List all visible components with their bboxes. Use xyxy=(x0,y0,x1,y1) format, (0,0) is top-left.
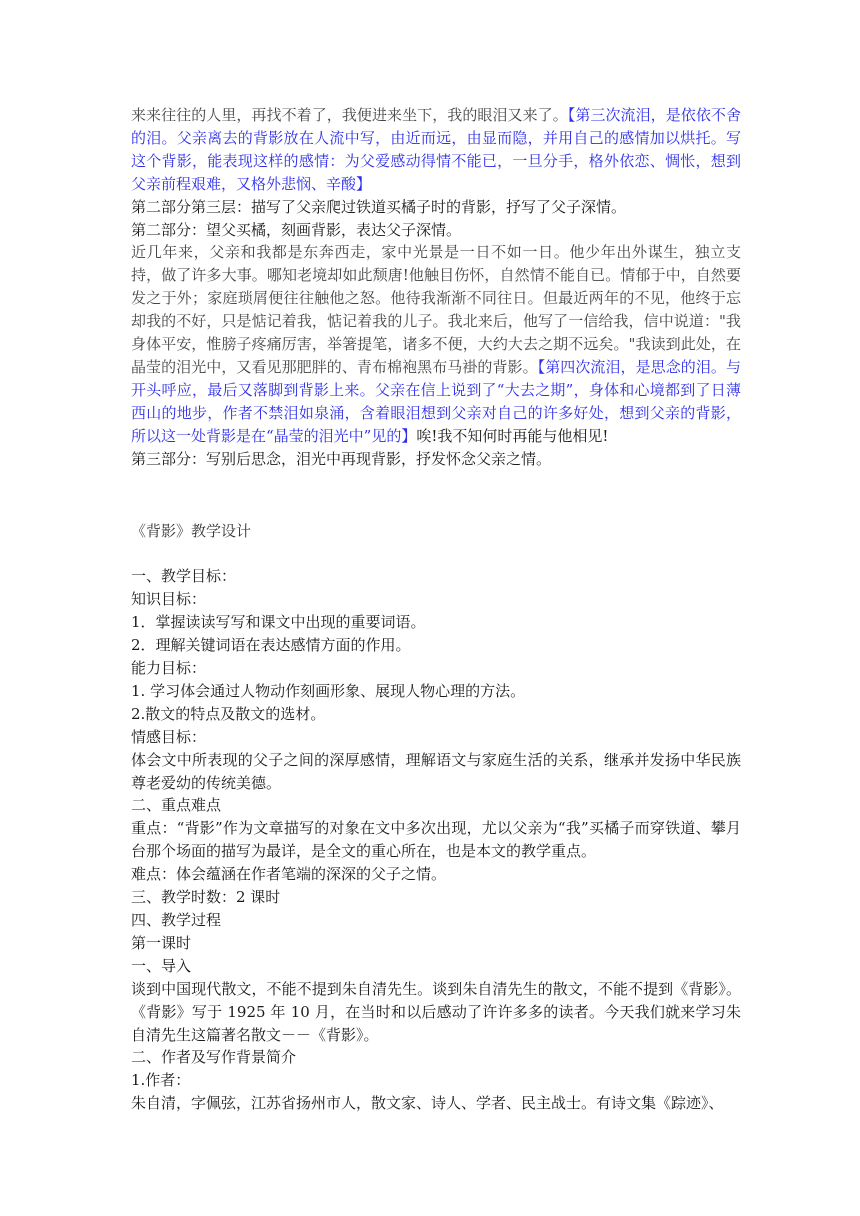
spacer xyxy=(131,471,741,520)
content-line: 能力目标： xyxy=(131,659,207,678)
content-line: 第一课时 xyxy=(131,933,192,952)
paragraph-fourth-tears xyxy=(131,241,741,447)
spacer xyxy=(131,542,741,565)
content-line: 2.散文的特点及散文的选材。 xyxy=(131,704,326,723)
document-page xyxy=(131,104,741,1115)
document-title: 《背影》教学设计 xyxy=(131,521,252,540)
content-line: 重点：“背影”作为文章描写的对象在文中多次出现，尤以父亲为“我”买橘子而穿铁道、攀月台那个场面的描写为最详，是全文的重心所在，也是本文的教学重点。 xyxy=(131,819,741,861)
content-line: 知识目标： xyxy=(131,590,207,609)
content-line: 朱自清，字佩弦，江苏省扬州市人，散文家、诗人、学者、民主战士。有诗文集《踪迹》、 xyxy=(131,1094,724,1113)
content-line: 体会文中所表现的父子之间的深厚感情，理解语文与家庭生活的关系，继承并发扬中华民族尊老爱幼的传统美德。 xyxy=(131,750,741,792)
annotation-note: 【第四次流泪，是思念的泪。与开头呼应，最后又落脚到背影上来。父亲在信上说到了“大去之期”，身体和心境都到了日薄西山的地步，作者不禁泪如泉涌，含着眼泪想到父亲对自己的许多好处，想到父亲的背影，所以这一处背影是在“晶莹的泪光中”见的】 xyxy=(131,357,741,445)
content-line: 三、教学时数：2 课时 xyxy=(131,888,281,907)
annotation-note: 【第三次流泪，是依依不舍的泪。父亲离去的背影放在人流中写，由近而远，由显而隐，并用自己的感情加以烘托。写这个背影，能表现这样的感情：为父爱感动得情不能已，一旦分手，格外依恋、惆怅，想到父亲前程艰难，又格外悲悯、辛酸】 xyxy=(131,106,741,193)
content-line: 一、教学目标： xyxy=(131,567,237,586)
text-section-analysis xyxy=(131,104,741,471)
summary-line: 第二部分：望父买橘，刻画背影，表达父子深情。 xyxy=(131,220,462,239)
summary-line: 第三部分：写别后思念，泪光中再现背影，抒发怀念父亲之情。 xyxy=(131,449,552,468)
story-text: 唉!我不知何时再能与他相见! xyxy=(416,426,609,445)
summary-line: 第二部分第三层：描写了父亲爬过铁道买橘子时的背影，抒写了父子深情。 xyxy=(131,197,627,216)
story-text: 近几年来，父亲和我都是东奔西走，家中光景是一日不如一日。他少年出外谋生，独立支持，做了许多大事。哪知老境却如此颓唐!他触目伤怀，自然情不能自已。情郁于中，自然要发之于外；家庭琐屑便往往触他之怒。他待我渐渐不同往日。但最近两年的不见，他终于忘却我的不好，只是惦记着我，惦记着我的儿子。我北来后，他写了一信给我，信中说道："我身体平安，惟膀子疼痛厉害，举箸提笔，诸多不便，大约大去之期不远矣。"我读到此处，在晶莹的泪光中，又看见那肥胖的、青布棉袍黑布马褂的背影。 xyxy=(131,243,741,376)
content-line: 二、作者及写作背景简介 xyxy=(131,1048,297,1067)
content-line: 1.作者： xyxy=(131,1071,191,1090)
content-line: 一、导入 xyxy=(131,956,192,975)
content-line: 二、重点难点 xyxy=(131,796,222,815)
content-line: 1．掌握读读写写和课文中出现的重要词语。 xyxy=(131,613,426,632)
content-line: 谈到中国现代散文，不能不提到朱自清先生。谈到朱自清先生的散文，不能不提到《背影》。《背影》写于 1925 年 10 月，在当时和以后感动了许许多多的读者。今天我们就来学习朱自清先生这篇著名散文－－《背影》。 xyxy=(131,979,741,1044)
content-line: 情感目标： xyxy=(131,727,207,746)
story-text: 来来往往的人里，再找不着了，我便进来坐下，我的眼泪又来了。 xyxy=(131,106,568,124)
text-section-teaching-design xyxy=(131,520,741,1116)
content-line: 1. 学习体会通过人物动作刻画形象、展现人物心理的方法。 xyxy=(131,681,526,700)
content-line: 难点：体会蕴涵在作者笔端的深深的父子之情。 xyxy=(131,865,447,884)
paragraph-third-tears xyxy=(131,104,741,196)
content-line: 2．理解关键词语在表达感情方面的作用。 xyxy=(131,636,411,655)
content-line: 四、教学过程 xyxy=(131,911,222,929)
